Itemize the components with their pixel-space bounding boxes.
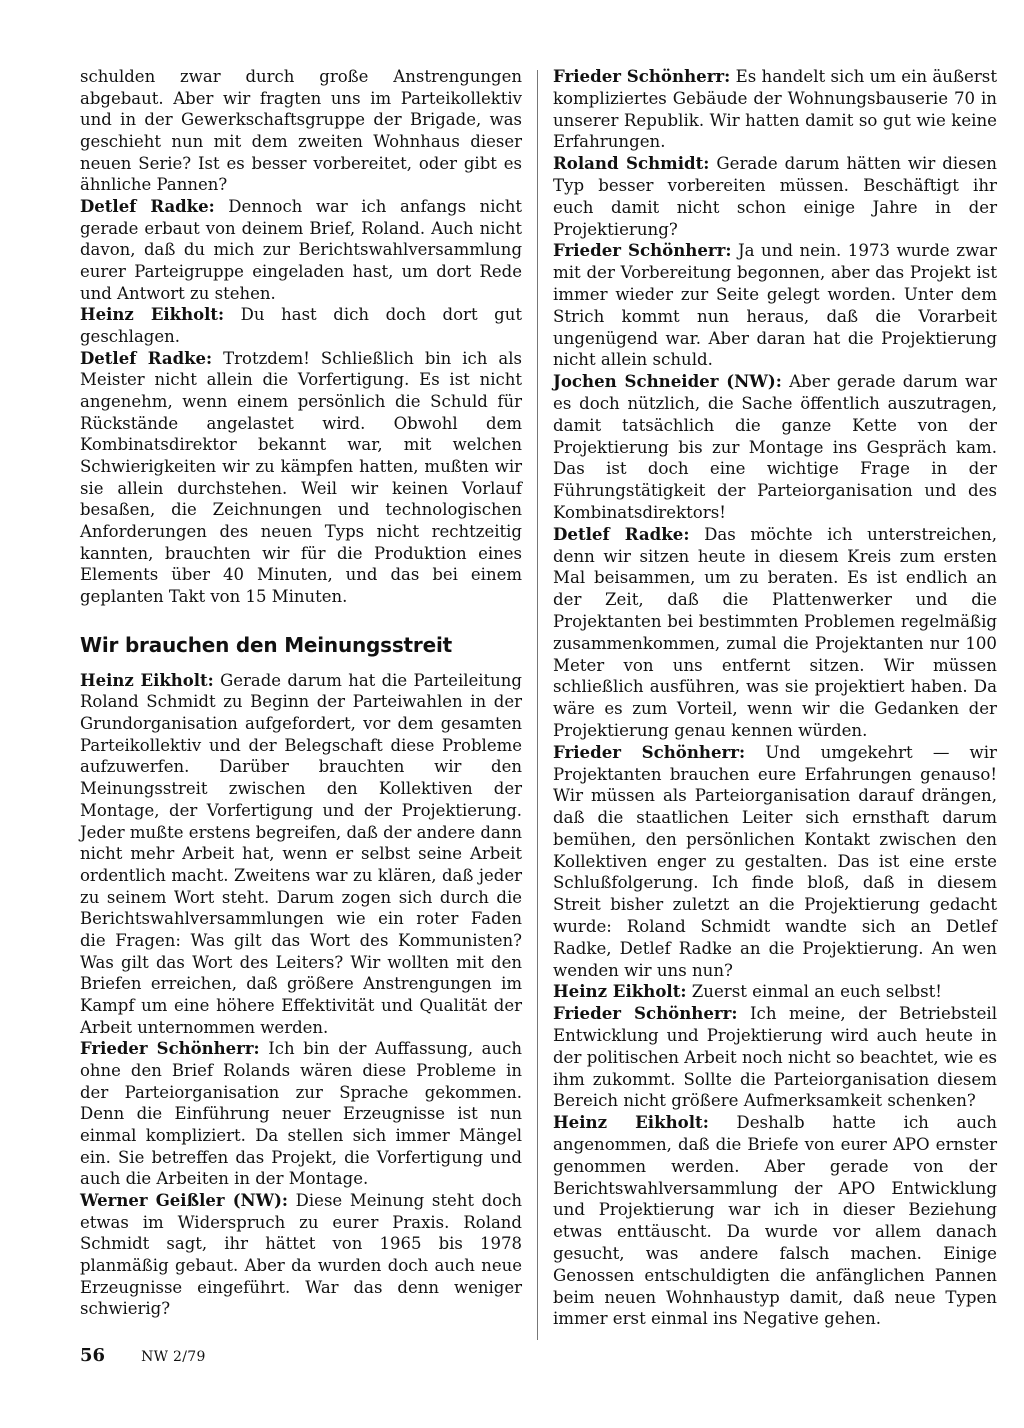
dialogue-paragraph bbox=[553, 153, 997, 240]
dialogue-paragraph bbox=[553, 981, 997, 1003]
paragraph-text: Ich bin der Auffassung, auch ohne den Brief Rolands wären diese Probleme in der Parteiorganisation zur Sprache gekommen. Denn die Einführung neuer Erzeugnisse ist nun einmal kompliziert. Da stellen sich immer Mängel ein. Sie betreffen das Projekt, die Vorfertigung und auch die Arbeiten in der Montage. bbox=[80, 1039, 522, 1189]
dialogue-paragraph bbox=[80, 196, 522, 304]
dialogue-paragraph bbox=[553, 371, 997, 524]
page-footer bbox=[80, 1345, 206, 1369]
paragraph-text: Und umgekehrt — wir Projektanten brauchen eure Erfahrungen genauso! Wir müssen als Parteiorganisation darauf drängen, daß die staatlichen Leiter sich ernsthaft darum bemühen, den persönlichen Kontakt zwischen den Kollektiven enger zu gestalten. Das ist eine erste Schlußfolgerung. Ich finde bloß, daß in diesem Streit bisher zuletzt an die Projektierung gedacht wurde: Roland Schmidt wandte sich an Detlef Radke, Detlef Radke an die Projektierung. An wen wenden wir uns nun? bbox=[553, 742, 997, 980]
paragraph-text: Ich meine, der Betriebsteil Entwicklung und Projektierung wird auch heute in der politischen Arbeit noch nicht so beachtet, wie es ihm zukommt. Sollte die Parteiorganisation diesem Bereich nicht größere Aufmerksamkeit schenken? bbox=[553, 1004, 998, 1111]
column-divider bbox=[537, 70, 538, 1340]
dialogue-paragraph bbox=[553, 742, 997, 982]
speaker-name: Frieder Schönherr: bbox=[553, 66, 731, 86]
left-column bbox=[80, 66, 522, 1320]
dialogue-paragraph bbox=[80, 670, 522, 1038]
paragraph-text: Aber gerade darum war es doch nützlich, die Sache öffentlich auszutragen, damit tatsächlich die ganze Kette von der Projektierung bis zur Montage ins Gespräch kam. Das ist doch eine wichtige Frage in der Führungstätigkeit der Parteiorganisation und des Kombinatsdirektors! bbox=[553, 372, 997, 522]
paragraph-text: Deshalb hatte ich auch angenommen, daß die Briefe von eurer APO ernster genommen werden. Aber gerade von der Berichtswahlversammlung der APO Entwicklung und Projektierung war ich in dieser Beziehung etwas enttäuscht. Da wurde vor allem danach gesucht, was andere falsch machen. Einige Genossen entschuldigten die anfänglichen Pannen beim neuen Wohnhaustyp damit, daß neue Typen immer erst einmal ins Negative gehen. bbox=[553, 1113, 997, 1329]
paragraph-text: schulden zwar durch große Anstrengungen abgebaut. Aber wir fragten uns im Parteikollektiv und in der Gewerkschaftsgruppe der Brigade, was geschieht nun mit dem zweiten Wohnhaus dieser neuen Serie? Ist es besser vorbereitet, oder gibt es ähnliche Pannen? bbox=[80, 67, 522, 195]
right-column bbox=[553, 66, 997, 1330]
issue-label: NW 2/79 bbox=[141, 1349, 206, 1365]
speaker-name: Jochen Schneider (NW): bbox=[553, 371, 782, 392]
speaker-name: Frieder Schönherr: bbox=[80, 1039, 260, 1059]
speaker-name: Roland Schmidt: bbox=[553, 153, 710, 174]
paragraph-text: Diese Meinung steht doch etwas im Widerspruch zu eurer Praxis. Roland Schmidt sagt, ihr hättet von 1965 bis 1978 planmäßig gebaut. Aber da wurden doch auch neue Erzeugnisse eingeführt. War das denn weniger schwierig? bbox=[80, 1190, 522, 1319]
paragraph-text: Zuerst einmal an euch selbst! bbox=[686, 982, 942, 1002]
paragraph-text: Das möchte ich unterstreichen, denn wir sitzen heute in diesem Kreis zum ersten Mal beisammen, um zu beraten. Es ist endlich an der Zeit, daß die Plattenwerker und die Projektanten bei bestimmten Problemen regelmäßig zusammenkommen, zumal die Projektanten nur 100 Meter von uns entfernt sitzen. Wir müssen schließlich ausführen, was sie projektiert haben. Da wäre es zum Vorteil, wenn wir die Gedanken der Projektierung genau kennen würden. bbox=[553, 524, 997, 740]
speaker-name: Werner Geißler (NW): bbox=[80, 1190, 289, 1210]
dialogue-paragraph bbox=[553, 524, 997, 742]
speaker-name: Detlef Radke: bbox=[553, 523, 690, 544]
paragraph-text: Gerade darum hat die Parteileitung Roland Schmidt zu Beginn der Parteiwahlen in der Grundorganisation aufgefordert, vor dem gesamten Parteikollektiv und der Belegschaft diese Probleme aufzuwerfen. Darüber brauchten wir den Meinungsstreit zwischen den Kollektiven der Montage, der Vorfertigung und der Projektierung. Jeder mußte erstens begreifen, daß der andere dann nicht mehr Arbeit hat, wenn er selbst seine Arbeit ordentlich macht. Zweitens war zu klären, daß jeder zu seinem Wort steht. Darum zogen sich durch die Berichtswahlversammlungen wie ein roter Faden die Fragen: Was gilt das Wort des Kommunisten? Was gilt das Wort des Leiters? Wir wollten mit den Briefen erreichen, daß größere Anstrengungen im Kampf um eine höhere Effektivität und Qualität der Arbeit unternommen werden. bbox=[80, 670, 522, 1037]
dialogue-paragraph bbox=[80, 348, 522, 608]
speaker-name: Heinz Eikholt: bbox=[80, 305, 225, 325]
paragraph-text: Es handelt sich um ein äußerst kompliziertes Gebäude der Wohnungsbauserie 70 in unserer Republik. Wir hatten damit so gut wie keine Erfahrungen. bbox=[553, 67, 997, 152]
dialogue-paragraph bbox=[80, 1038, 522, 1190]
body-paragraph bbox=[80, 66, 522, 196]
speaker-name: Heinz Eikholt: bbox=[553, 981, 687, 1002]
speaker-name: Frieder Schönherr: bbox=[553, 240, 732, 261]
speaker-name: Detlef Radke: bbox=[80, 348, 213, 368]
paragraph-text: Ja und nein. 1973 wurde zwar mit der Vorbereitung begonnen, aber das Projekt ist immer wieder zur Seite gelegt worden. Unter dem Strich kommt nun heraus, daß die Vorarbeit ungenügend war. Aber daran hat die Projektierung nicht allein schuld. bbox=[553, 241, 997, 370]
paragraph-text: Dennoch war ich anfangs nicht gerade erbaut von deinem Brief, Roland. Auch nicht davon, daß du mich zur Berichtswahlversammlung eurer Parteigruppe eingeladen hast, um dort Rede und Antwort zu stehen. bbox=[80, 197, 522, 303]
speaker-name: Detlef Radke: bbox=[80, 197, 215, 217]
speaker-name: Heinz Eikholt: bbox=[553, 1112, 709, 1133]
speaker-name: Frieder Schönherr: bbox=[553, 741, 746, 762]
dialogue-paragraph bbox=[553, 66, 997, 153]
dialogue-paragraph bbox=[80, 304, 522, 347]
dialogue-paragraph bbox=[80, 1190, 522, 1320]
paragraph-text: Gerade darum hätten wir diesen Typ besser vorbereiten müssen. Beschäftigt ihr euch damit nicht schon einige Jahre in der Projektierung? bbox=[553, 154, 997, 239]
paragraph-text: Du hast dich doch dort gut geschlagen. bbox=[80, 305, 522, 347]
speaker-name: Heinz Eikholt: bbox=[80, 670, 214, 690]
paragraph-text: Trotzdem! Schließlich bin ich als Meister nicht allein die Vorfertigung. Es ist nicht angenehm, wenn einem persönlich die Schuld für Rückstände angelastet wird. Obwohl dem Kombinatsdirektor bekannt war, mit welchen Schwierigkeiten wir zu kämpfen hatten, mußten wir sie allein durchstehen. Weil wir keinen Vorlauf besaßen, die Zeichnungen und technologischen Anforderungen des neuen Typs nicht rechtzeitig kannten, brauchten wir für die Produktion eines Elements über 40 Minuten, und das bei einem geplanten Takt von 15 Minuten. bbox=[80, 348, 522, 607]
speaker-name: Frieder Schönherr: bbox=[553, 1003, 738, 1024]
page-number: 56 bbox=[80, 1345, 106, 1366]
section-heading: Wir brauchen den Meinungsstreit bbox=[80, 632, 452, 657]
dialogue-paragraph bbox=[553, 1003, 997, 1112]
dialogue-paragraph bbox=[553, 240, 997, 371]
dialogue-paragraph bbox=[553, 1112, 997, 1330]
